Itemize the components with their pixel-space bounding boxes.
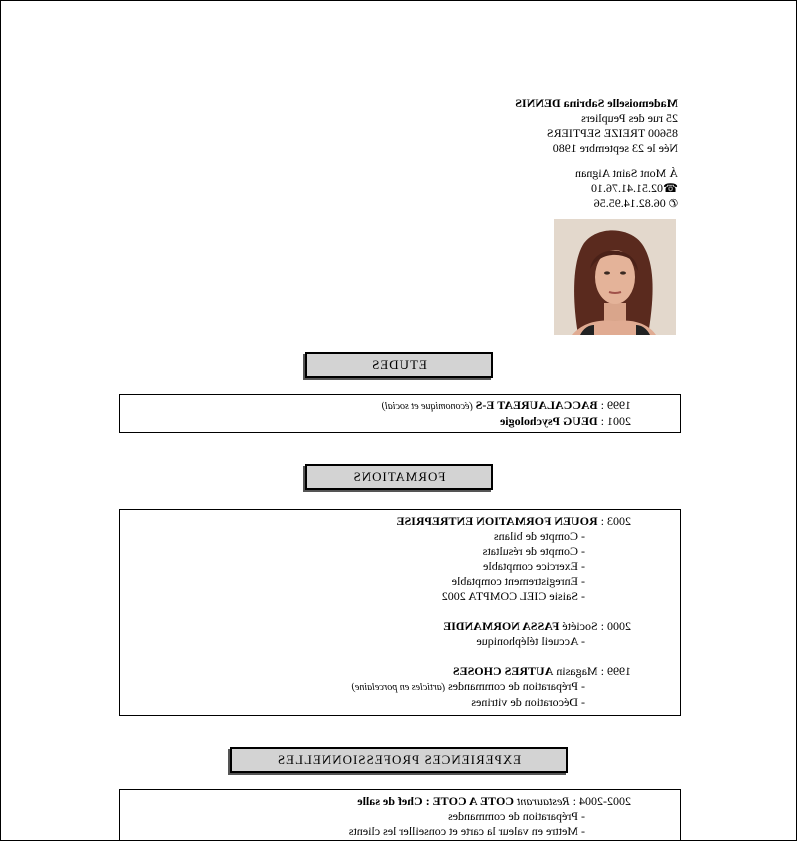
profile-photo xyxy=(554,219,676,335)
etudes-item: 2001 : DEUG Psychologie xyxy=(499,414,631,428)
contact-birth: Née le 23 septembre 1980 xyxy=(552,141,678,155)
formation-task: - Saisie CIEL COMPTA 2002 xyxy=(441,589,585,603)
formation-task: - Préparation de commandes (articles en porcelaine) xyxy=(351,679,585,693)
section-heading-experiences: EXPERIENCES PROFESSIONNELLES xyxy=(230,747,568,773)
formation-title: 2000 : Société FASSA NORMANDIE xyxy=(443,619,631,633)
formation-task: - Exercice comptable xyxy=(483,559,585,573)
experience-task: - Mettre en valeur la carte et conseiller les clients xyxy=(348,824,585,838)
experience-title: 2002-2004 : Restaurant COTE A COTE : Chef de salle xyxy=(357,794,631,808)
formation-task: - Décoration de vitrines xyxy=(471,695,585,709)
etudes-item-detail: (économique et social) xyxy=(381,401,473,412)
contact-name: Mademoiselle Sabrina DENNIS xyxy=(515,96,678,110)
contact-block xyxy=(498,96,678,211)
section-heading-etudes: ETUDES xyxy=(305,352,493,378)
contact-location: Á Mont Saint Aignan xyxy=(574,166,678,180)
formations-box xyxy=(119,509,681,716)
etudes-box xyxy=(119,394,681,433)
formation-task: - Compte de résultats xyxy=(482,544,585,558)
contact-mobile-row xyxy=(498,196,678,211)
contact-phone-row xyxy=(498,181,678,196)
formation-task: - Compte de bilans xyxy=(494,529,585,543)
formation-title: 1999 : Magasin AUTRES CHOSES xyxy=(452,664,631,678)
contact-street: 25 rue des Peupliers xyxy=(581,111,678,125)
formation-task-note: (articles en porcelaine) xyxy=(351,682,446,693)
contact-phone: 02.51.41.76.10 xyxy=(591,181,664,195)
etudes-item-title: BACCALAUREAT E-S xyxy=(475,398,598,412)
portrait-illustration xyxy=(554,219,676,335)
mobile-phone-icon: ✆ xyxy=(668,198,678,210)
contact-mobile: 06.82.14.95.56 xyxy=(593,196,666,210)
experiences-box xyxy=(119,789,681,841)
section-heading-formations: FORMATIONS xyxy=(305,464,493,490)
formation-task: - Enregistrement comptable xyxy=(451,574,585,588)
experience-task: - Préparation de commandes xyxy=(448,809,585,823)
formation-task: - Accueil téléphonique xyxy=(476,634,585,648)
phone-icon: ☎ xyxy=(663,181,678,195)
contact-city: 85600 TREIZE SEPTIERS xyxy=(546,126,678,140)
etudes-item-title: DEUG Psychologie xyxy=(499,414,598,428)
experience-role: Chef de salle xyxy=(357,794,423,808)
etudes-item: 1999 : BACCALAUREAT E-S (économique et social) xyxy=(381,398,631,412)
formation-title: 2003 : ROUEN FORMATION ENTREPRISE xyxy=(396,514,631,528)
mirrored-content xyxy=(1,1,796,840)
